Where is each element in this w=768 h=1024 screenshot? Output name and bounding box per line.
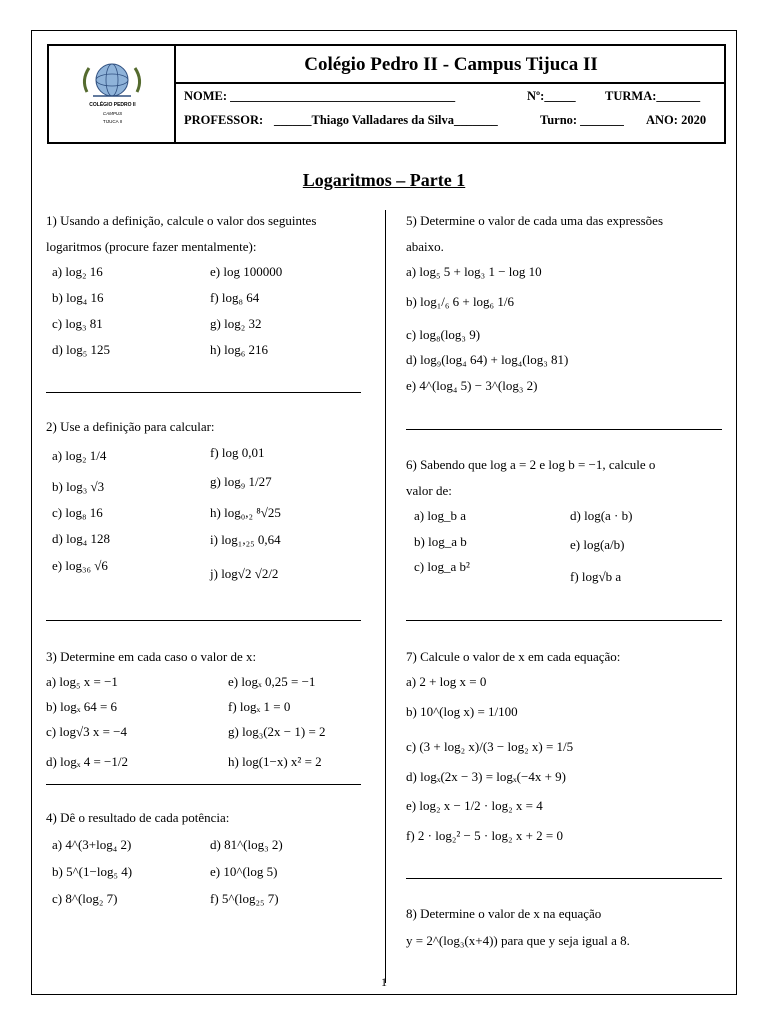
globe-logo-icon <box>79 58 145 102</box>
q6-item-c: c) log_a b² <box>414 559 470 574</box>
logo-school-name: COLÉGIO PEDRO II <box>89 102 136 108</box>
school-name: Colégio Pedro II - Campus Tijuca II <box>304 54 598 75</box>
q1-item-f: f) log₈ 64 <box>210 290 260 305</box>
q1-item-d: d) log₅ 125 <box>52 342 110 357</box>
school-logo <box>49 46 176 142</box>
separator-q1 <box>46 392 361 393</box>
q3-item-d: d) logₓ 4 = −1/2 <box>46 754 128 769</box>
q1-item-c: c) log₃ 81 <box>52 316 103 331</box>
q6-item-b: b) log_a b <box>414 534 467 549</box>
q2-item-c: c) log₈ 16 <box>52 505 103 520</box>
header-box <box>47 44 726 144</box>
q2-statement: 2) Use a definição para calcular: <box>46 419 215 434</box>
q4-item-f: f) 5^(log₂₅ 7) <box>210 891 279 906</box>
q5-item-e: e) 4^(log₄ 5) − 3^(log₃ 2) <box>406 378 538 393</box>
q3-item-g: g) log₃(2x − 1) = 2 <box>228 724 326 739</box>
q4-item-c: c) 8^(log₂ 7) <box>52 891 118 906</box>
q1-item-e: e) log 100000 <box>210 264 283 279</box>
logo-campus-name: TIJUCA II <box>102 119 123 124</box>
column-divider <box>385 210 386 983</box>
q2-item-a: a) log₂ 1/4 <box>52 448 107 463</box>
q5-item-b: b) log₁/₆ 6 + log₆ 1/6 <box>406 294 514 309</box>
numero-field: Nº:_____ <box>527 89 576 103</box>
header-divider <box>176 82 726 84</box>
page-number: 1 <box>381 975 387 989</box>
q4-item-b: b) 5^(1−log₅ 4) <box>52 864 133 879</box>
q2-item-e: e) log₃₆ √6 <box>52 558 108 573</box>
separator-q3 <box>46 784 361 785</box>
q7-item-a: a) 2 + log x = 0 <box>406 674 487 689</box>
q7-item-e: e) log₂ x − 1/2 · log₂ x = 4 <box>406 798 543 813</box>
q2-item-j: j) log√2 √2/2 <box>210 566 279 581</box>
q7-item-d: d) logₓ(2x − 3) = logₓ(−4x + 9) <box>406 769 566 784</box>
q1-statement-cont: logaritmos (procure fazer mentalmente): <box>46 239 257 254</box>
q4-item-d: d) 81^(log₃ 2) <box>210 837 283 852</box>
ano-field: ANO: 2020 <box>646 113 707 127</box>
page-title: Logaritmos – Parte 1 <box>302 170 466 190</box>
separator-q7 <box>406 878 722 879</box>
q3-item-e: e) logₓ 0,25 = −1 <box>228 674 316 689</box>
separator-q5 <box>406 429 722 430</box>
q3-item-b: b) logₓ 64 = 6 <box>46 699 118 714</box>
separator-q2 <box>46 620 361 621</box>
turno-field: Turno: _______ <box>540 113 624 127</box>
q6-statement-cont: valor de: <box>406 483 452 498</box>
nome-field: NOME: ____________________________________ <box>184 89 456 103</box>
q7-item-c: c) (3 + log₂ x)/(3 − log₂ x) = 1/5 <box>406 739 574 754</box>
q1-item-b: b) log₄ 16 <box>52 290 104 305</box>
q3-item-f: f) logₓ 1 = 0 <box>228 699 291 714</box>
q1-item-g: g) log₂ 32 <box>210 316 262 331</box>
q6-statement: 6) Sabendo que log a = 2 e log b = −1, calcule o <box>406 457 656 472</box>
professor-name: ______Thiago Valladares da Silva_______ <box>274 113 498 127</box>
q7-statement: 7) Calcule o valor de x em cada equação: <box>406 649 621 664</box>
q7-item-f: f) 2 · log₂² − 5 · log₂ x + 2 = 0 <box>406 828 563 843</box>
q1-statement: 1) Usando a definição, calcule o valor dos seguintes <box>46 213 317 228</box>
q7-item-b: b) 10^(log x) = 1/100 <box>406 704 518 719</box>
q3-item-a: a) log₅ x = −1 <box>46 674 118 689</box>
q5-statement-cont: abaixo. <box>406 239 444 254</box>
q6-item-f: f) log√b a <box>570 569 622 584</box>
q6-item-a: a) log_b a <box>414 508 466 523</box>
q4-statement: 4) Dê o resultado de cada potência: <box>46 810 230 825</box>
q4-item-a: a) 4^(3+log₄ 2) <box>52 837 132 852</box>
q2-item-f: f) log 0,01 <box>210 445 265 460</box>
q8-statement-cont: y = 2^(log₃(x+4)) para que y seja igual a 8. <box>406 933 630 948</box>
q1-item-a: a) log₂ 16 <box>52 264 103 279</box>
q2-item-h: h) log₀,₂ ⁸√25 <box>210 505 281 520</box>
q2-item-i: i) log₁,₂₅ 0,64 <box>210 532 281 547</box>
logo-campus: CAMPUS <box>102 111 123 116</box>
q5-item-d: d) log₉(log₄ 64) + log₄(log₃ 81) <box>406 352 569 367</box>
q6-item-e: e) log(a/b) <box>570 537 625 552</box>
q5-item-a: a) log₅ 5 + log₃ 1 − log 10 <box>406 264 542 279</box>
q2-item-d: d) log₄ 128 <box>52 531 110 546</box>
professor-label: PROFESSOR: <box>184 113 264 127</box>
q5-item-c: c) log₈(log₃ 9) <box>406 327 481 342</box>
q1-item-h: h) log₆ 216 <box>210 342 268 357</box>
q2-item-g: g) log₉ 1/27 <box>210 474 272 489</box>
q8-statement: 8) Determine o valor de x na equação <box>406 906 602 921</box>
q5-statement: 5) Determine o valor de cada uma das expressões <box>406 213 664 228</box>
q4-item-e: e) 10^(log 5) <box>210 864 278 879</box>
q3-item-h: h) log(1−x) x² = 2 <box>228 754 322 769</box>
separator-q6 <box>406 620 722 621</box>
q6-item-d: d) log(a · b) <box>570 508 633 523</box>
q3-statement: 3) Determine em cada caso o valor de x: <box>46 649 257 664</box>
q2-item-b: b) log₃ √3 <box>52 479 105 494</box>
turma-field: TURMA:_______ <box>605 89 701 103</box>
q3-item-c: c) log√3 x = −4 <box>46 724 128 739</box>
